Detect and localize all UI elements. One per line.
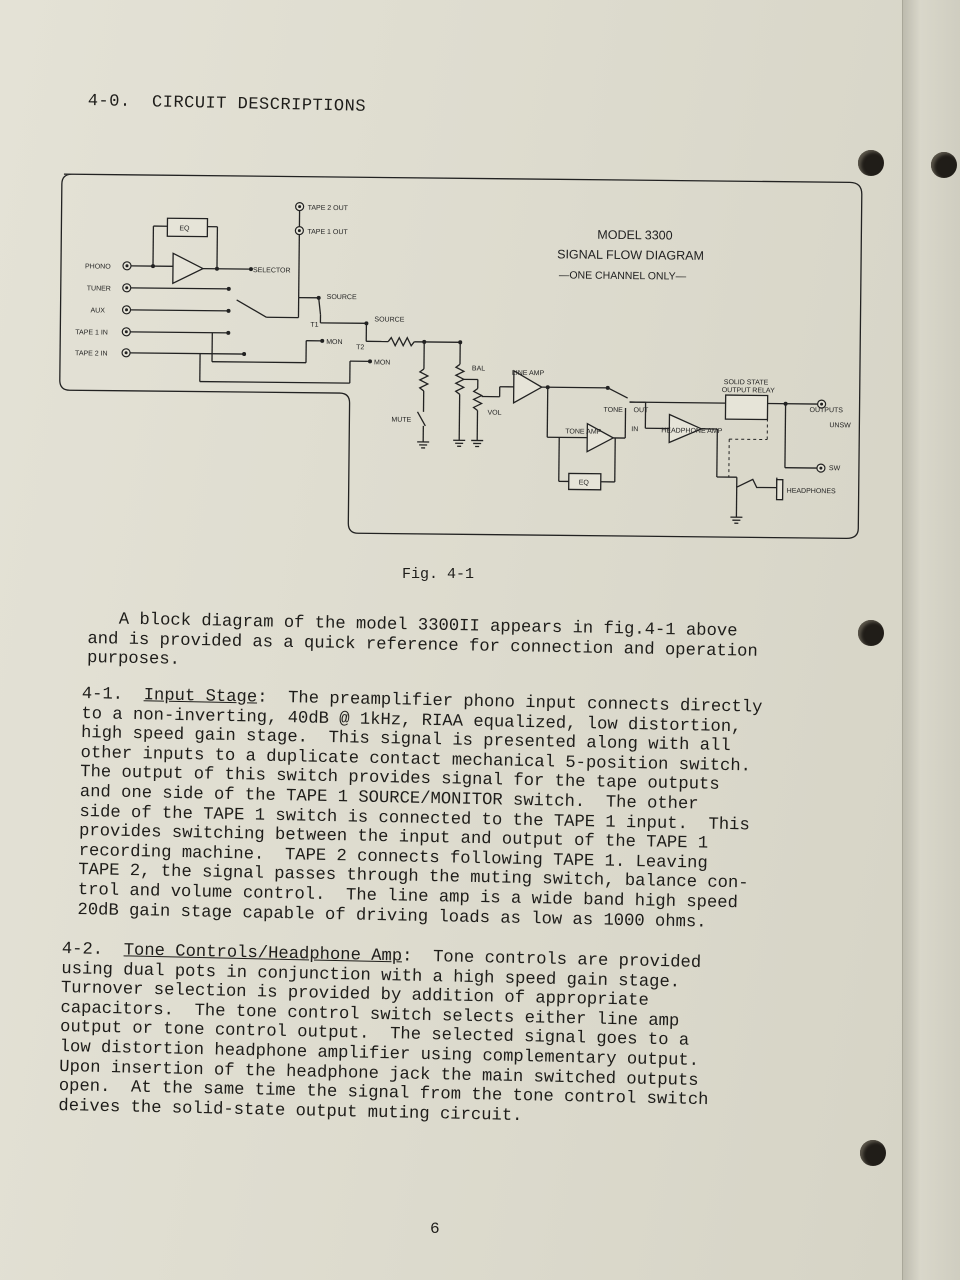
diagram-svg	[46, 170, 865, 541]
label-line-amp: LINE AMP	[511, 369, 545, 378]
page-number: 6	[430, 1220, 440, 1238]
label-tape1-out: TAPE 1 OUT	[307, 228, 348, 237]
label-mute: MUTE	[391, 416, 412, 424]
section-title: 4-0. CIRCUIT DESCRIPTIONS	[87, 92, 367, 117]
label-outputs: OUTPUTS	[809, 406, 844, 415]
binder-hole-next-page	[931, 152, 957, 178]
section-number-4-1: 4-1.	[81, 685, 144, 706]
label-bal: BAL	[471, 365, 486, 373]
signal-flow-diagram	[46, 170, 865, 541]
next-page-edge	[902, 0, 960, 1280]
label-t1: T1	[310, 321, 319, 329]
section-number-4-2: 4-2.	[61, 940, 124, 961]
binder-hole-middle	[858, 620, 884, 646]
label-tape1-in: TAPE 1 IN	[75, 329, 108, 337]
label-relay-line1: SOLID STATE	[723, 379, 769, 387]
diagram-title-line1: MODEL 3300	[597, 227, 673, 243]
tone-controls-heading: Tone Controls/Headphone Amp	[123, 941, 403, 967]
label-mon-2: MON	[373, 359, 391, 367]
label-tape2-in: TAPE 2 IN	[75, 350, 108, 358]
label-source-2: SOURCE	[374, 316, 405, 324]
label-headphone-amp: HEADPHONE AMP	[661, 427, 723, 436]
label-tape2-out: TAPE 2 OUT	[307, 204, 348, 213]
intro-paragraph: A block diagram of the model 3300II appears in fig.4-1 above and is provided as a quick reference for connection and operation purposes.	[86, 610, 758, 670]
tone-controls-text: : Tone controls are provided using dual pots in conjunction with a high speed gain stage. Turnover selection is provided by addition of appropriate capacitors. The tone control switch selects either line amp output or tone control output. The selected signal goes to a low distortion headphone amplifier using complementary output. Upon insertion of the headphone jack the main switched outputs open. At the same time the signal from the tone control switch deives the solid-state output muting circuit.	[58, 947, 709, 1126]
label-aux: AUX	[90, 307, 105, 315]
relay-box	[725, 395, 767, 419]
label-headphones: HEADPHONES	[786, 487, 836, 496]
label-vol: VOL	[487, 409, 502, 417]
label-eq-top: EQ	[179, 225, 190, 233]
binder-hole-top	[858, 150, 884, 176]
label-mon-1: MON	[326, 338, 343, 347]
label-tone: TONE	[603, 406, 623, 415]
label-tuner: TUNER	[86, 285, 111, 293]
phono-amp-triangle	[173, 253, 203, 283]
label-source-1: SOURCE	[326, 293, 357, 302]
label-unsw: UNSW	[829, 422, 851, 430]
label-tone-amp: TONE AMP	[565, 428, 602, 436]
diagram-title-line3: —ONE CHANNEL ONLY—	[558, 269, 687, 283]
figure-caption: Fig. 4-1	[402, 566, 475, 583]
input-stage-paragraph	[77, 685, 857, 936]
label-eq-bottom: EQ	[578, 479, 589, 487]
label-phono: PHONO	[84, 263, 111, 271]
label-out: OUT	[633, 407, 649, 415]
label-selector: SELECTOR	[252, 267, 291, 275]
label-sw: SW	[828, 465, 841, 473]
label-in: IN	[631, 426, 639, 434]
tone-controls-paragraph	[58, 940, 842, 1133]
label-t2: T2	[356, 344, 365, 352]
input-stage-text: : The preamplifier phono input connects directly to a non-inverting, 40dB @ 1kHz, RIAA equalized, low distortion, high speed gain stage. This signal is presented along with all other inputs to a duplicate contact mechanical 5-position switch. The output of this switch provides signal for the tape outputs and one side of the TAPE 1 SOURCE/MONITOR switch. The other side of the TAPE 1 switch is connected to the TAPE 1 input. This provides switching between the input and output of the TAPE 1 recording machine. TAPE 2 connects following TAPE 1. Leaving TAPE 2, the signal passes through the muting switch, balance con- trol and volume control. The line amp is a wide band high speed 20dB gain stage capable of driving loads as low as 1000 ohms.	[77, 688, 763, 933]
diagram-title-line2: SIGNAL FLOW DIAGRAM	[557, 247, 704, 263]
input-stage-heading: Input Stage	[143, 686, 258, 708]
label-relay-line2: OUTPUT RELAY	[721, 387, 775, 395]
binder-hole-bottom	[860, 1140, 886, 1166]
